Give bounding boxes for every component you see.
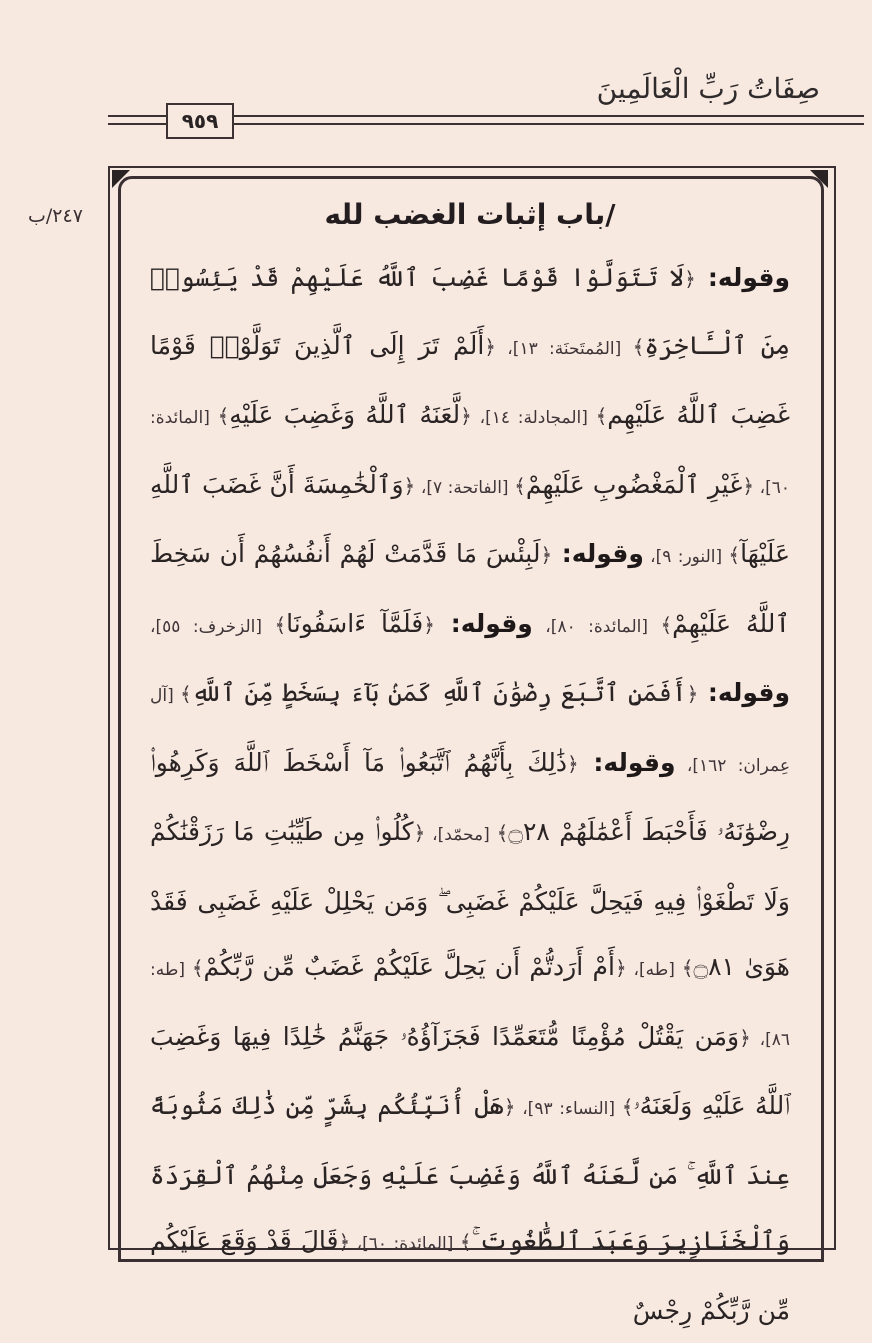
ayah-bracket: ﴾ — [217, 404, 230, 428]
keyword-label: وقوله: — [552, 539, 644, 568]
ayah-bracket: ﴿ — [413, 821, 426, 845]
ayah-bracket: ﴾ — [179, 682, 192, 706]
surah-reference: [المائدة: ٨٠]، — [532, 616, 661, 637]
quran-verse: ذَٰلِكَ بِأَنَّهُمُ ٱتَّبَعُوا۟ مَآ أَسْخَطَ ٱللَّهَ وَكَرِهُوا۟ رِضْوَٰنَهُۥ فَأَحْبَطَ أَعْمَٰلَهُمْ ۝٢٨ — [150, 747, 791, 846]
ayah-bracket: ﴿ — [503, 1095, 516, 1119]
ayah-bracket: ﴾ — [681, 956, 694, 980]
keyword-label: وقوله: — [578, 747, 676, 777]
ayah-bracket: ﴾ — [496, 821, 509, 845]
ayah-bracket: ﴿ — [614, 956, 627, 980]
keyword-label: وقوله: — [695, 263, 790, 292]
header-rule-right-top — [232, 115, 864, 117]
quran-verse: غَيْرِ ٱلْمَغْضُوبِ عَلَيْهِمْ — [525, 469, 743, 499]
surah-reference: [آل عِمران: ١٦٢]، — [150, 686, 790, 776]
quran-verse: قَالَ قَدْ وَقَعَ عَلَيْكُم مِّن رَّبِّكُمْ رِجْسٌ — [150, 1226, 790, 1325]
surah-reference: [الفاتحة: ٧]، — [415, 477, 515, 498]
quran-verse: وَٱلْخَٰمِسَةَ أَنَّ غَضَبَ ٱللَّهِ عَلَيْهَآ — [150, 469, 790, 568]
ayah-bracket: ﴾ — [459, 1230, 472, 1254]
header-rule-right-bottom — [232, 123, 864, 125]
book-title-header: صِفَاتُ رَبِّ الْعَالَمِينَ — [596, 72, 820, 105]
surah-reference: [النساء: ٩٣]، — [515, 1099, 622, 1119]
page-number: ٩٥٩ — [166, 103, 234, 139]
ayah-bracket: ﴿ — [540, 543, 553, 567]
ayah-bracket: ﴾ — [274, 612, 287, 637]
quran-verse: لَا تَتَوَلَّوْا قَوْمًا غَضِبَ ٱللَّهُ عَلَيْهِمْ قَدْ يَئِسُوا۟ مِنَ ٱلْـَٔاخِرَةِ — [150, 263, 790, 360]
main-content — [150, 198, 790, 1343]
ayah-bracket: ﴿ — [338, 1230, 351, 1254]
ayah-bracket: ﴾ — [621, 1095, 634, 1119]
ayah-bracket: ﴾ — [191, 956, 204, 980]
body-paragraph — [150, 245, 790, 1343]
keyword-label: وقوله: — [698, 678, 790, 707]
quran-verse: أَلَمْ تَرَ إِلَى ٱلَّذِينَ تَوَلَّوْا۟ قَوْمًا غَضِبَ ٱللَّهُ عَلَيْهِم — [150, 330, 790, 429]
ayah-bracket: ﴿ — [423, 612, 435, 637]
quran-verse: وَمَن يَقْتُلْ مُؤْمِنًا مُّتَعَمِّدًا فَجَزَآؤُهُۥ جَهَنَّمُ خَٰلِدًا فِيهَا وَغَضِبَ ٱللَّهُ عَلَيْهِ وَلَعَنَهُۥ — [150, 1021, 790, 1120]
ayah-bracket: ﴾ — [632, 334, 645, 359]
header-rule-left-top — [108, 115, 166, 117]
surah-reference: [المُمتَحنَة: ١٣]، — [496, 338, 633, 359]
surah-reference: [طه: ٨٦]، — [150, 960, 791, 1050]
ayah-bracket: ﴾ — [514, 473, 526, 498]
ayah-bracket: ﴾ — [728, 543, 741, 567]
ayah-bracket: ﴿ — [686, 682, 699, 706]
quran-verse: أَفَمَنِ ٱتَّبَعَ رِضْوَٰنَ ٱللَّهِ كَمَنۢ بَآءَ بِسَخَطٍ مِّنَ ٱللَّهِ — [191, 678, 687, 707]
quran-verse: أَمْ أَرَدتُّمْ أَن يَحِلَّ عَلَيْكُمْ غَضَبٌ مِّن رَّبِّكُمْ — [203, 952, 615, 981]
keyword-label: وقوله: — [434, 608, 533, 638]
quran-verse: هَلْ أُنَبِّئُكُم بِشَرٍّ مِّن ذَٰلِكَ مَثُوبَةً عِندَ ٱللَّهِ ۚ مَن لَّعَنَهُ ٱللَّهُ وَغَضِبَ عَلَيْهِ وَجَعَلَ مِنْهُمُ ٱلْقِرَدَةَ وَٱلْخَنَازِيرَ وَعَبَدَ ٱلطَّٰغُوتَ ۚ — [150, 1091, 790, 1255]
quran-verse: لَبِئْسَ مَا قَدَّمَتْ لَهُمْ أَنفُسُهُمْ أَن سَخِطَ ٱللَّهُ عَلَيْهِمْ — [150, 539, 790, 638]
surah-reference: [المجادلة: ١٤]، — [471, 408, 596, 428]
surah-reference: [الزخرف: ٥٥]، — [150, 616, 275, 637]
ayah-bracket: ﴿ — [567, 751, 579, 776]
ayah-bracket: ﴿ — [403, 473, 416, 498]
frame-corner-left — [112, 170, 130, 188]
surah-reference: [محمّد]، — [425, 825, 497, 845]
ayah-bracket: ﴾ — [660, 612, 673, 637]
ayah-bracket: ﴿ — [484, 334, 496, 359]
quran-verse: فَلَمَّآ ءَاسَفُونَا — [286, 608, 424, 638]
ayah-bracket: ﴿ — [460, 404, 472, 428]
quran-verse: لَّعَنَهُ ٱللَّهُ وَغَضِبَ عَلَيْهِ — [229, 400, 461, 429]
surah-reference: [النور: ٩]، — [643, 547, 729, 567]
header-rule-left-bottom — [108, 123, 166, 125]
ayah-bracket: ﴿ — [684, 267, 696, 291]
ayah-bracket: ﴾ — [595, 404, 608, 428]
ayah-bracket: ﴿ — [742, 473, 755, 498]
surah-reference: [المائدة: ٦٠]، — [350, 1234, 460, 1254]
surah-reference: [طه]، — [626, 960, 682, 980]
surah-reference: [المائدة: ٦٠]، — [150, 408, 790, 498]
frame-corner-right — [810, 170, 828, 188]
quran-verse: كُلُوا۟ مِن طَيِّبَٰتِ مَا رَزَقْنَٰكُمْ وَلَا تَطْغَوْا۟ فِيهِ فَيَحِلَّ عَلَيْكُمْ غَضَبِى ۖ وَمَن يَحْلِلْ عَلَيْهِ غَضَبِى فَقَدْ هَوَىٰ ۝٨١ — [150, 817, 790, 981]
margin-manuscript-ref: ٢٤٧/ب — [28, 205, 83, 227]
section-title: /باب إثبات الغضب لله — [324, 198, 616, 231]
ayah-bracket: ﴿ — [739, 1025, 751, 1050]
